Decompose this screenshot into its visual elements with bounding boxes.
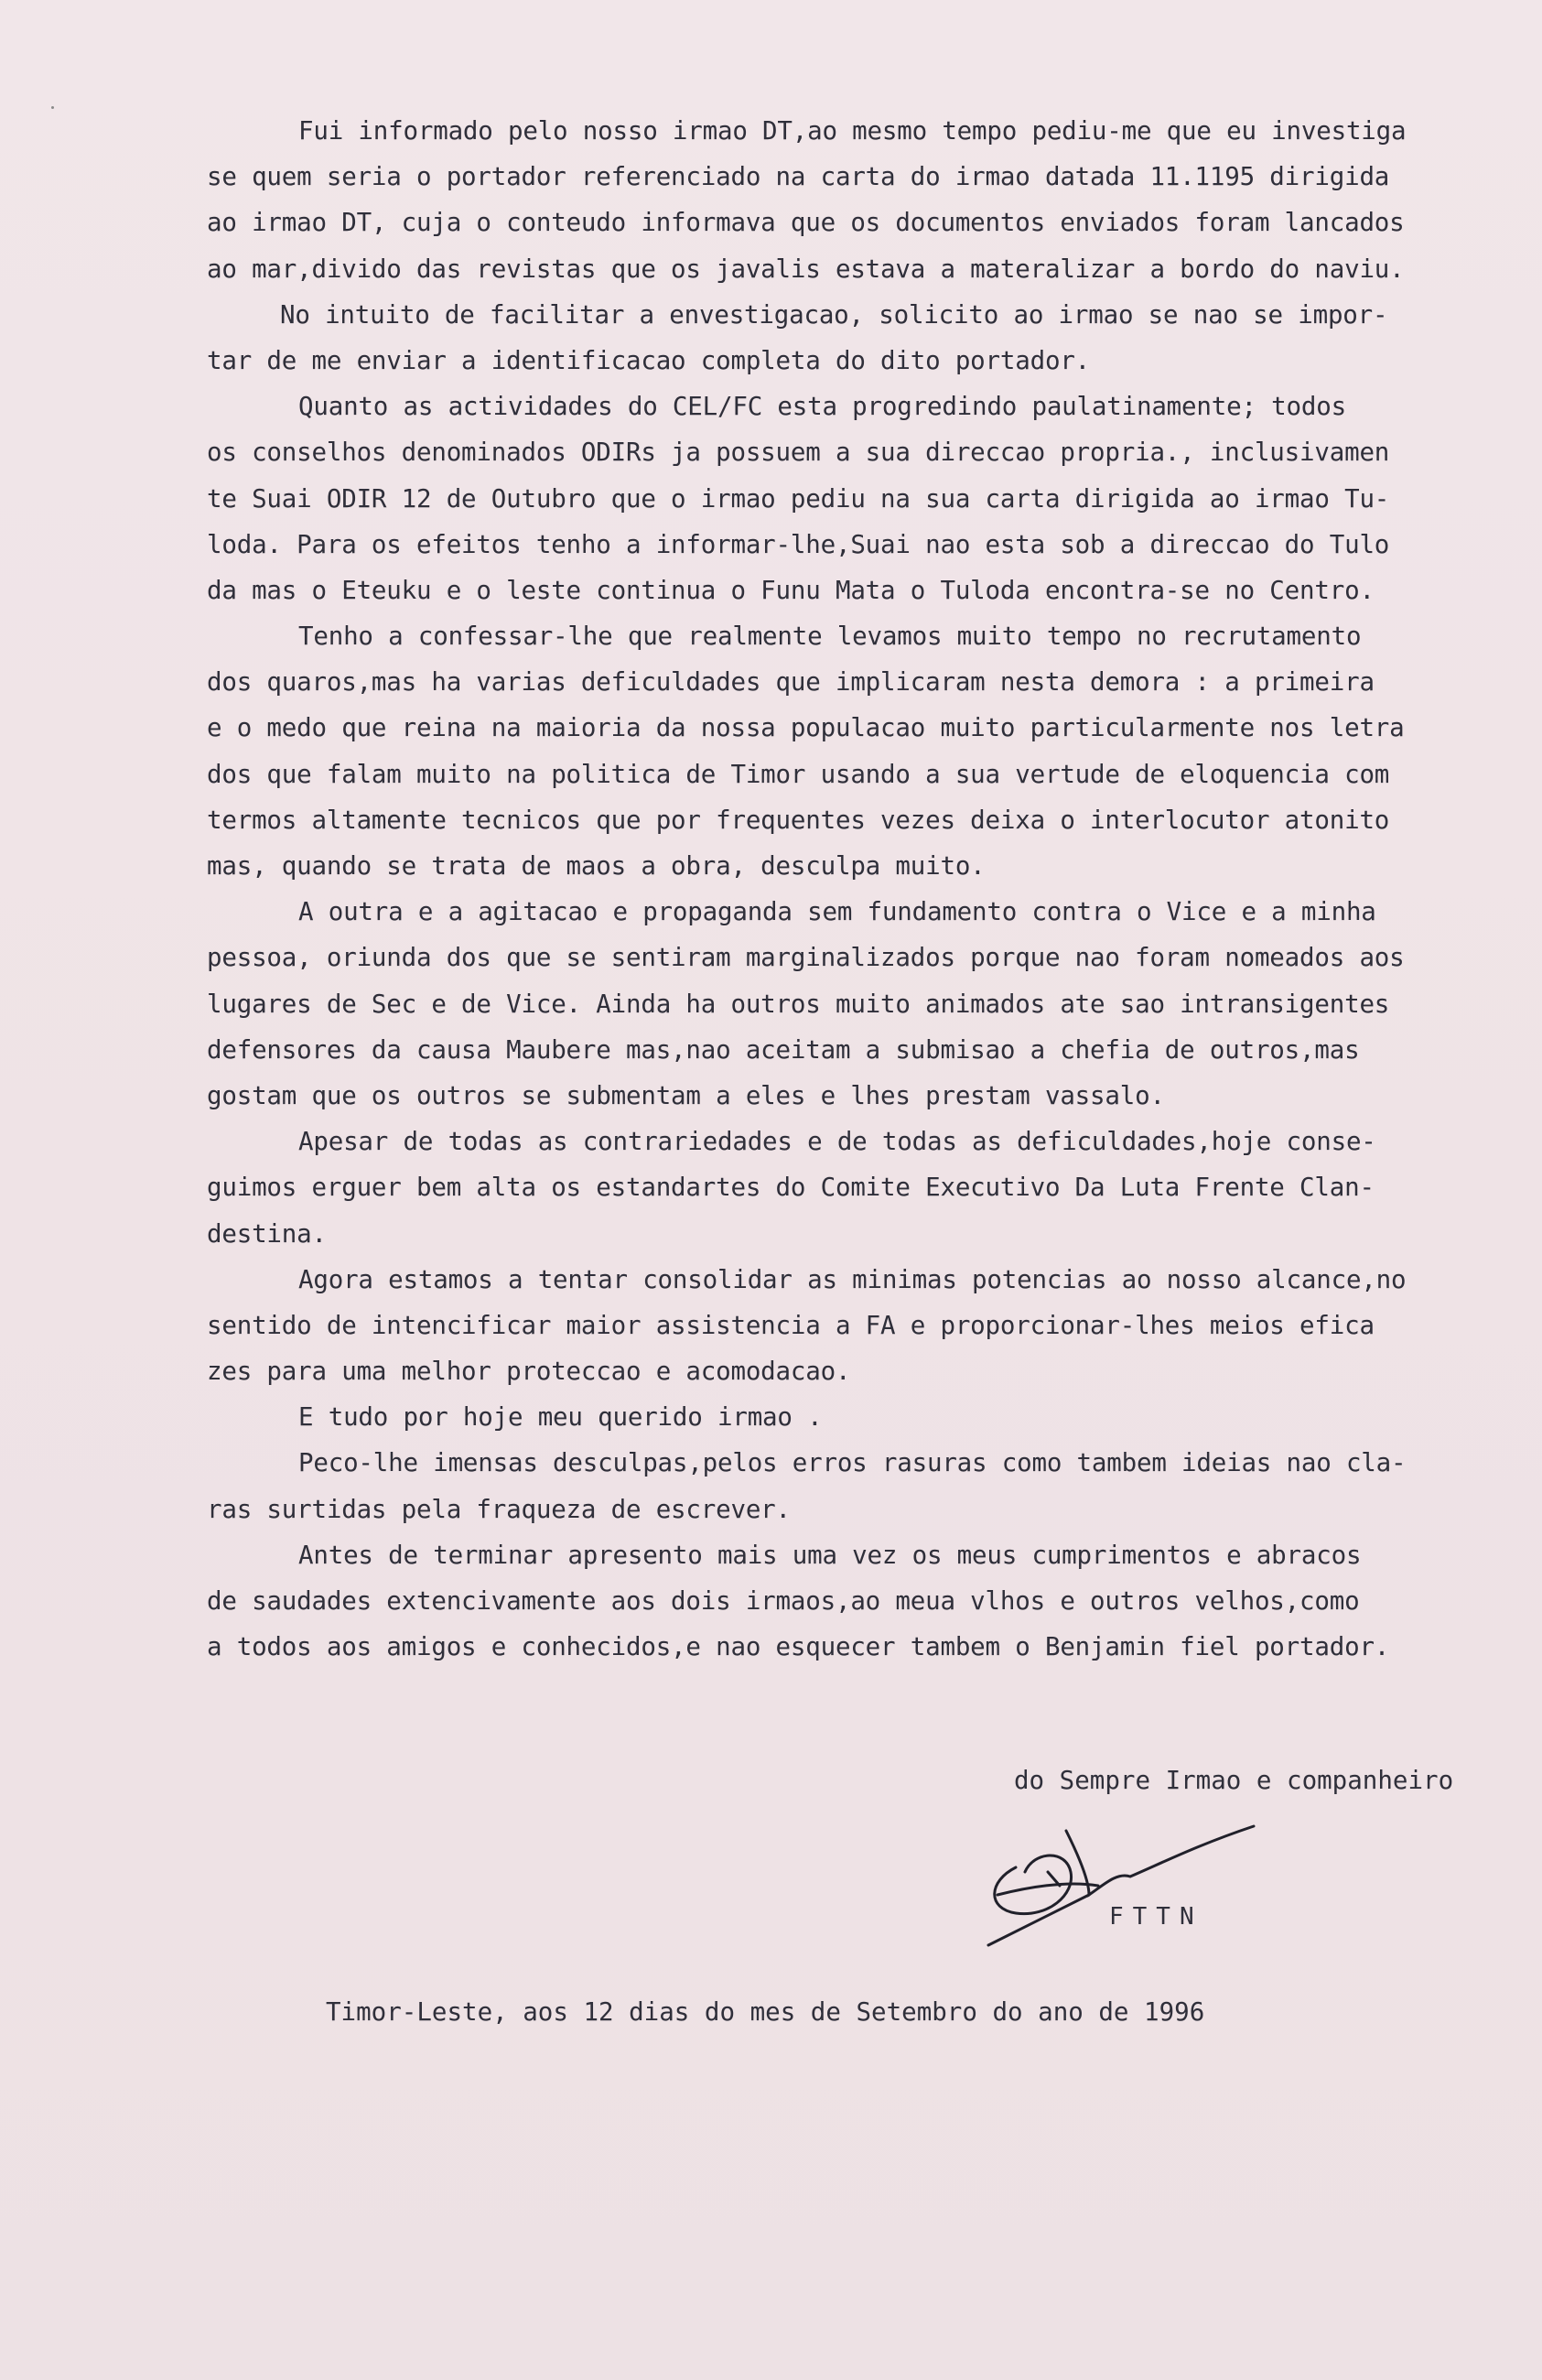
- letter-line: termos altamente tecnicos que por frequentes vezes deixa o interlocutor atonito: [207, 805, 1390, 835]
- letter-line: lugares de Sec e de Vice. Ainda ha outros muito animados ate sao intransigentes: [207, 989, 1390, 1019]
- letter-line: e o medo que reina na maioria da nossa populacao muito particularmente nos letra: [207, 713, 1405, 743]
- letter-line: guimos erguer bem alta os estandartes do Comite Executivo Da Luta Frente Clan-: [207, 1173, 1375, 1203]
- letter-line: da mas o Eteuku e o leste continua o Funu Mata o Tuloda encontra-se no Centro.: [207, 575, 1375, 605]
- letter-line: ao irmao DT, cuja o conteudo informava que os documentos enviados foram lancados: [207, 208, 1405, 238]
- handwritten-signature: [979, 1794, 1290, 1959]
- letter-line: Antes de terminar apresento mais uma vez os meus cumprimentos e abracos: [298, 1540, 1362, 1570]
- letter-line: dos quaros,mas ha varias deficuldades que implicaram nesta demora : a primeira: [207, 667, 1375, 698]
- letter-line: loda. Para os efeitos tenho a informar-lhe,Suai nao esta sob a direccao do Tulo: [207, 529, 1390, 559]
- letter-line: Apesar de todas as contrariedades e de todas as deficuldades,hoje conse-: [298, 1127, 1376, 1157]
- letter-line: sentido de intencificar maior assistencia a FA e proporcionar-lhes meios efica: [207, 1310, 1375, 1340]
- letter-line: mas, quando se trata de maos a obra, desculpa muito.: [207, 851, 986, 881]
- signature-initials: FTTN: [1109, 1903, 1203, 1931]
- letter-line: defensores da causa Maubere mas,nao aceitam a submisao a chefia de outros,mas: [207, 1034, 1360, 1065]
- letter-line: zes para uma melhor proteccao e acomodacao.: [207, 1357, 851, 1387]
- letter-line: tar de me enviar a identificacao completa do dito portador.: [207, 345, 1091, 375]
- letter-line: se quem seria o portador referenciado na carta do irmao datada 11.1195 dirigida: [207, 162, 1390, 192]
- date-line: Timor-Leste, aos 12 dias do mes de Setembro do ano de 1996: [326, 1997, 1205, 2027]
- letter-line: Fui informado pelo nosso irmao DT,ao mesmo tempo pediu-me que eu investiga: [298, 116, 1407, 146]
- letter-line: a todos aos amigos e conhecidos,e nao esquecer tambem o Benjamin fiel portador.: [207, 1632, 1390, 1662]
- letter-line: ao mar,divido das revistas que os javalis estava a materalizar a bordo do naviu.: [207, 254, 1405, 284]
- letter-line: pessoa, oriunda dos que se sentiram marginalizados porque nao foram nomeados aos: [207, 943, 1405, 973]
- letter-line: Peco-lhe imensas desculpas,pelos erros rasuras como tambem ideias nao cla-: [298, 1448, 1407, 1478]
- letter-line: No intuito de facilitar a envestigacao, solicito ao irmao se nao se impor-: [280, 299, 1388, 330]
- letter-line: Quanto as actividades do CEL/FC esta progredindo paulatinamente; todos: [298, 392, 1346, 422]
- letter-line: Tenho a confessar-lhe que realmente levamos muito tempo no recrutamento: [298, 622, 1362, 652]
- closing-salutation: do Sempre Irmao e companheiro: [1014, 1766, 1454, 1795]
- letter-body: [207, 108, 1433, 1670]
- letter-line: Agora estamos a tentar consolidar as minimas potencias ao nosso alcance,no: [298, 1264, 1407, 1294]
- letter-line: gostam que os outros se submentam a eles e lhes prestam vassalo.: [207, 1080, 1165, 1110]
- letter-line: destina.: [207, 1218, 327, 1249]
- letter-line: de saudades extencivamente aos dois irmaos,ao meua vlhos e outros velhos,como: [207, 1586, 1360, 1616]
- letter-line: E tudo por hoje meu querido irmao .: [298, 1402, 823, 1433]
- letter-line: dos que falam muito na politica de Timor usando a sua vertude de eloquencia com: [207, 759, 1390, 789]
- letter-line: A outra e a agitacao e propaganda sem fundamento contra o Vice e a minha: [298, 897, 1376, 927]
- paper-speck: [51, 106, 54, 109]
- letter-line: os conselhos denominados ODIRs ja possuem a sua direccao propria., inclusivamen: [207, 438, 1390, 468]
- letter-line: te Suai ODIR 12 de Outubro que o irmao pediu na sua carta dirigida ao irmao Tu-: [207, 483, 1390, 514]
- letter-line: ras surtidas pela fraqueza de escrever.: [207, 1494, 791, 1524]
